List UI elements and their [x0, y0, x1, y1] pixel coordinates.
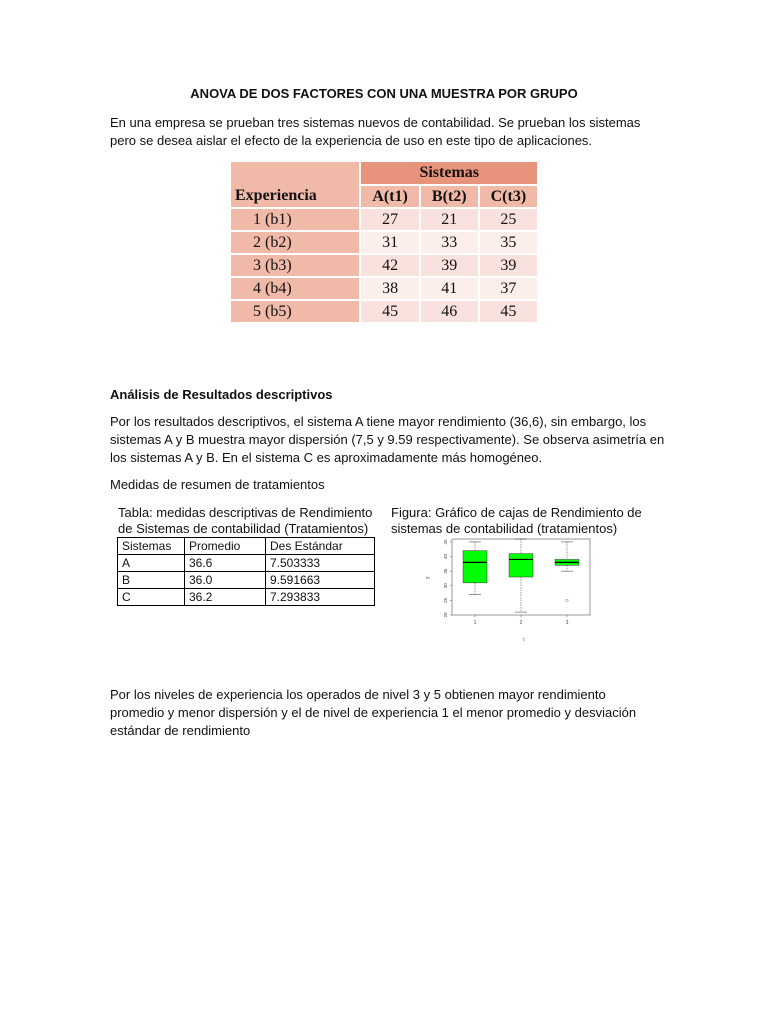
- section-heading-summary: Medidas de resumen de tratamientos: [110, 477, 325, 492]
- column-header: C(t3): [480, 186, 537, 207]
- table-cell: 39: [480, 255, 537, 276]
- row-label: 4 (b4): [231, 278, 359, 299]
- table-cell: 7.293833: [266, 589, 375, 606]
- section-heading-descriptive: Análisis de Resultados descriptivos: [110, 387, 333, 402]
- table-row: [118, 572, 375, 589]
- y-tick-label: 35: [443, 568, 448, 574]
- table-row: [118, 555, 375, 572]
- box: [463, 551, 487, 583]
- column-header: A(t1): [361, 186, 418, 207]
- summary-table: [117, 537, 375, 606]
- y-axis: [443, 539, 452, 618]
- row-label: 3 (b3): [231, 255, 359, 276]
- row-label: 1 (b1): [231, 209, 359, 230]
- intro-line: En una empresa se prueban tres sistemas nuevos de contabilidad. Se prueban los sistemas: [110, 115, 641, 130]
- group-header: Sistemas: [361, 162, 537, 184]
- paragraph-line: los sistemas A y B. En el sistema C es aproximadamente más homogéneo.: [110, 450, 543, 465]
- box: [509, 554, 533, 577]
- page-title: ANOVA DE DOS FACTORES CON UNA MUESTRA POR GRUPO: [190, 86, 578, 101]
- y-axis-label: y: [425, 576, 431, 579]
- table-row: [118, 589, 375, 606]
- column-header: Sistemas: [118, 538, 185, 555]
- table-cell: 36.6: [185, 555, 266, 572]
- paragraph-line: sistemas A y B muestra mayor dispersión (7,5 y 9.59 respectivamente). Se observa asimetría en: [110, 432, 665, 447]
- y-tick-label: 30: [443, 583, 448, 589]
- table-cell: 25: [480, 209, 537, 230]
- column-header: Des Estándar: [266, 538, 375, 555]
- paragraph-line: estándar de rendimiento: [110, 723, 251, 738]
- table-row: [231, 255, 537, 276]
- x-axis: [474, 615, 569, 626]
- table-cell: 33: [421, 232, 478, 253]
- table-cell: 36.2: [185, 589, 266, 606]
- outlier-point: [566, 599, 568, 601]
- row-label: 2 (b2): [231, 232, 359, 253]
- table-cell: B: [118, 572, 185, 589]
- y-tick-label: 45: [443, 539, 448, 545]
- table-cell: 46: [421, 301, 478, 322]
- caption-line: sistemas de contabilidad (tratamientos): [391, 521, 618, 536]
- boxplot-chart: [424, 535, 594, 645]
- x-tick-label: 2: [519, 620, 523, 626]
- table-header-row: [118, 538, 375, 555]
- table-row: [231, 301, 537, 322]
- x-tick-label: 3: [565, 620, 569, 626]
- caption-line: de Sistemas de contabilidad (Tratamientos): [118, 521, 369, 536]
- boxes: [463, 539, 579, 612]
- summary-table-caption: [118, 505, 378, 537]
- table-cell: 9.591663: [266, 572, 375, 589]
- x-tick-label: 1: [473, 620, 477, 626]
- table-row: [231, 209, 537, 230]
- caption-line: Figura: Gráfico de cajas de Rendimiento de: [391, 505, 642, 520]
- table-cell: 39: [421, 255, 478, 276]
- column-header: Promedio: [185, 538, 266, 555]
- table-cell: 37: [480, 278, 537, 299]
- table-cell: 41: [421, 278, 478, 299]
- figure-caption: [391, 505, 651, 537]
- column-header: B(t2): [421, 186, 478, 207]
- paragraph-line: Por los resultados descriptivos, el sistema A tiene mayor rendimiento (36,6), sin embargo, los: [110, 414, 647, 429]
- row-label: 5 (b5): [231, 301, 359, 322]
- table-row: [231, 278, 537, 299]
- table-cell: A: [118, 555, 185, 572]
- experience-systems-table: [229, 160, 539, 324]
- intro-line: pero se desea aislar el efecto de la experiencia de uso en este tipo de aplicaciones.: [110, 133, 593, 148]
- table-cell: 35: [480, 232, 537, 253]
- table-cell: 31: [361, 232, 418, 253]
- x-axis-label: t: [523, 637, 525, 643]
- table-row: [231, 232, 537, 253]
- caption-line: Tabla: medidas descriptivas de Rendimiento: [118, 505, 373, 520]
- table-cell: 45: [480, 301, 537, 322]
- table-cell: 38: [361, 278, 418, 299]
- closing-paragraph: [110, 686, 670, 740]
- table-cell: 7.503333: [266, 555, 375, 572]
- table-cell: 27: [361, 209, 418, 230]
- paragraph-line: Por los niveles de experiencia los operados de nivel 3 y 5 obtienen mayor rendimiento: [110, 687, 606, 702]
- table-cell: 45: [361, 301, 418, 322]
- y-tick-label: 20: [443, 612, 448, 618]
- y-tick-label: 40: [443, 554, 448, 560]
- descriptive-paragraph: [110, 413, 670, 467]
- table-cell: C: [118, 589, 185, 606]
- table-cell: 42: [361, 255, 418, 276]
- y-tick-label: 25: [443, 597, 448, 603]
- paragraph-line: promedio y menor dispersión y el de nivel de experiencia 1 el menor promedio y desviación: [110, 705, 637, 720]
- row-header-label: Experiencia: [231, 162, 359, 207]
- table-cell: 36.0: [185, 572, 266, 589]
- intro-paragraph: [110, 114, 650, 150]
- table-cell: 21: [421, 209, 478, 230]
